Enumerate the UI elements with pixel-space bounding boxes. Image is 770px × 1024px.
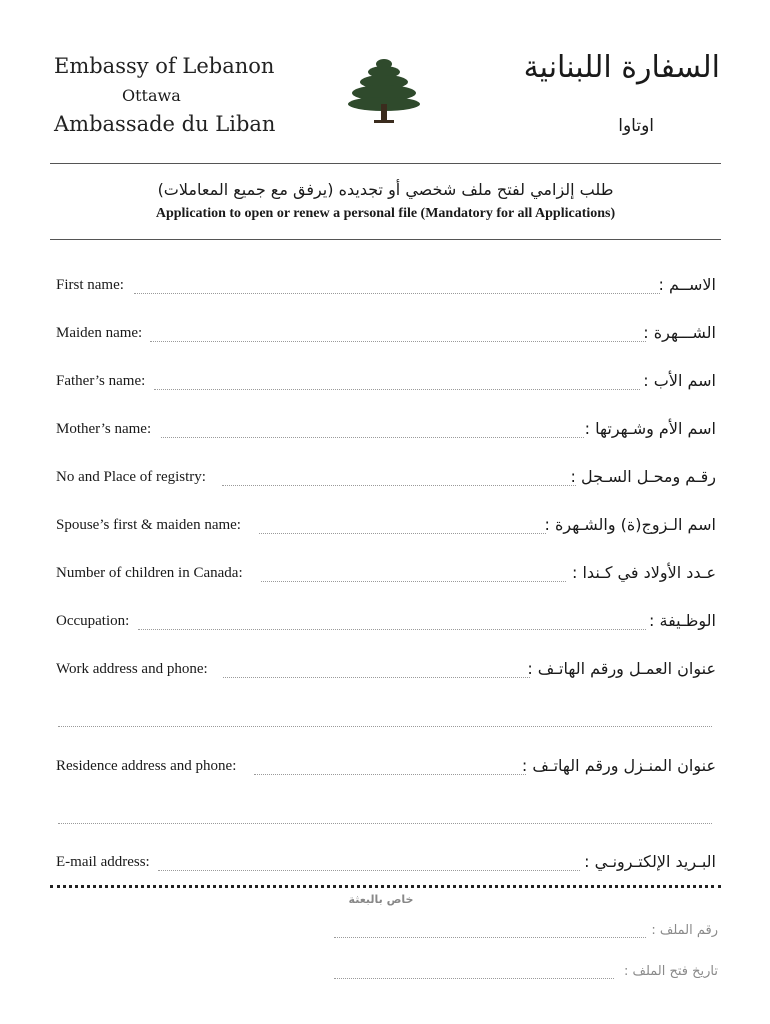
city-name-arabic: اوتاوا [618, 116, 654, 136]
field-work-address [56, 658, 716, 682]
city-name-english: Ottawa [122, 86, 181, 105]
label-mother-name: Mother’s name: [56, 421, 152, 437]
office-use-heading: خاص بالبعثة [348, 893, 414, 906]
form-title-english: Application to open or renew a personal file (Mandatory for all Applications) [155, 206, 616, 221]
label-work-address: Work address and phone: [56, 661, 208, 677]
title-divider [50, 239, 721, 240]
field-file-number [334, 920, 718, 940]
input-first-name[interactable] [134, 293, 660, 294]
label-father-name: Father’s name: [56, 373, 146, 389]
label-mother-name-arabic: اسم الأم وشـهرتها : [584, 419, 716, 438]
input-occupation[interactable] [138, 629, 646, 630]
field-mother-name [56, 418, 716, 442]
embassy-name-arabic: السفارة اللبنانية [523, 50, 720, 85]
field-maiden-name [56, 322, 716, 346]
field-first-name [56, 274, 716, 298]
input-mother-name[interactable] [161, 437, 584, 438]
label-children-count: Number of children in Canada: [56, 565, 243, 581]
input-children-count[interactable] [261, 581, 566, 582]
embassy-name-english: Embassy of Lebanon [54, 54, 275, 78]
input-file-open-date[interactable] [334, 978, 614, 979]
label-occupation: Occupation: [56, 613, 130, 629]
label-maiden-name: Maiden name: [56, 325, 143, 341]
label-occupation-arabic: الوظـيفة : [649, 611, 716, 630]
label-spouse-name-arabic: اسم الـزوج(ة) والشـهرة : [544, 515, 716, 534]
input-maiden-name[interactable] [150, 341, 646, 342]
label-email-arabic: البـريد الإلكتـرونـي : [584, 852, 716, 871]
field-email [56, 851, 716, 875]
input-registry[interactable] [222, 485, 576, 486]
field-file-open-date [334, 961, 718, 981]
label-children-count-arabic: عـدد الأولاد في كـندا : [572, 563, 716, 582]
office-use-divider [50, 885, 721, 888]
input-work-address-line-2[interactable] [58, 726, 712, 727]
label-father-name-arabic: اسم الأب : [643, 371, 716, 390]
label-spouse-name: Spouse’s first & maiden name: [56, 517, 241, 533]
input-residence-address[interactable] [254, 774, 526, 775]
form-title-arabic: طلب إلزامي لفتح ملف شخصي أو تجديده (يرفق مع جميع المعاملات) [157, 180, 614, 199]
label-file-open-date: تاريخ فتح الملف : [623, 964, 718, 979]
input-father-name[interactable] [154, 389, 640, 390]
label-first-name-arabic: الاســم : [658, 275, 716, 294]
label-registry-arabic: رقـم ومحـل السـجل : [570, 467, 716, 486]
input-email[interactable] [158, 870, 580, 871]
label-residence-address: Residence address and phone: [56, 758, 237, 774]
input-file-number[interactable] [334, 937, 646, 938]
field-spouse-name [56, 514, 716, 538]
field-occupation [56, 610, 716, 634]
label-registry: No and Place of registry: [56, 469, 206, 485]
input-residence-address-line-2[interactable] [58, 823, 712, 824]
label-maiden-name-arabic: الشـــهرة : [643, 323, 716, 342]
label-work-address-arabic: عنوان العمـل ورقم الهاتـف : [527, 659, 716, 678]
header-divider [50, 163, 721, 164]
label-first-name: First name: [56, 277, 124, 293]
label-email: E-mail address: [56, 854, 150, 870]
field-children-count [56, 562, 716, 586]
input-work-address[interactable] [223, 677, 530, 678]
field-registry [56, 466, 716, 490]
field-father-name [56, 370, 716, 394]
label-file-number: رقم الملف : [651, 923, 718, 938]
label-residence-address-arabic: عنوان المنـزل ورقم الهاتـف : [521, 756, 716, 775]
input-spouse-name[interactable] [259, 533, 546, 534]
field-residence-address [56, 755, 716, 779]
cedar-tree-icon [346, 54, 422, 126]
embassy-name-french: Ambassade du Liban [54, 112, 276, 136]
